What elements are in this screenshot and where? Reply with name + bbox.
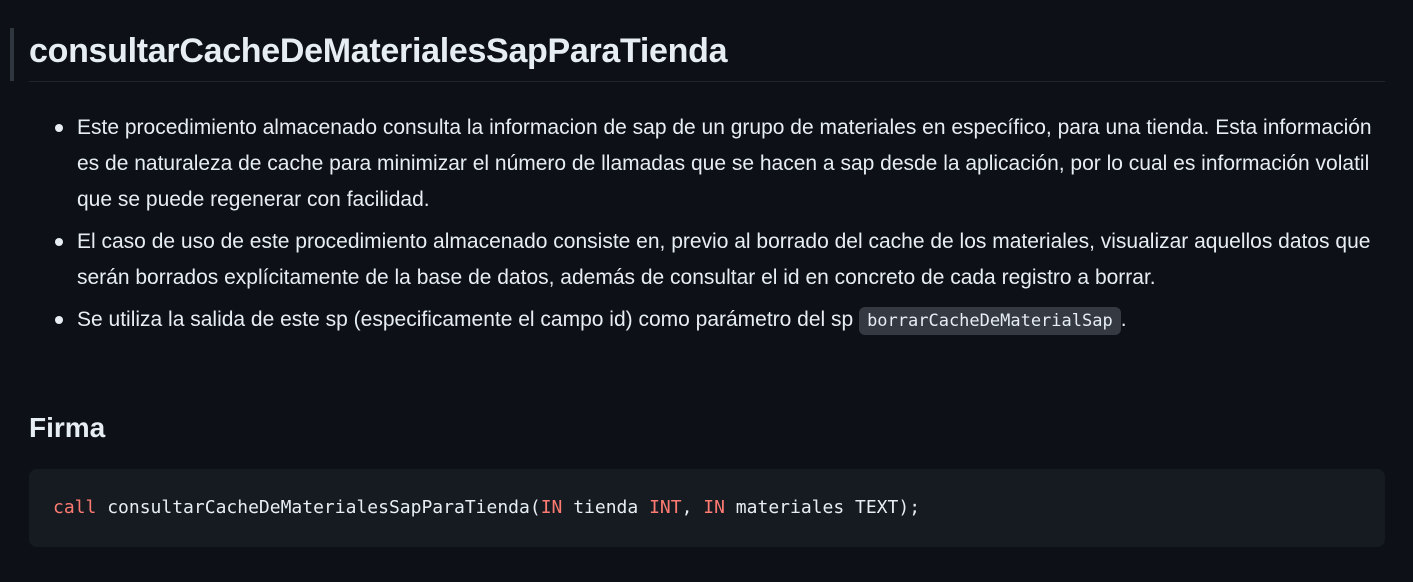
page-title-container (29, 26, 1385, 82)
code-block[interactable] (29, 469, 1385, 547)
page-title: consultarCacheDeMaterialesSapParaTienda (29, 32, 728, 70)
code-procedure: consultarCacheDeMaterialesSapParaTienda( (96, 497, 541, 518)
code-param: tienda (562, 497, 650, 518)
section-heading-firma: Firma (29, 412, 106, 443)
list-item (77, 224, 1385, 296)
inline-code-sp-name: borrarCacheDeMaterialSap (859, 307, 1121, 335)
blockquote-bar (10, 28, 14, 81)
code-param: materiales TEXT); (724, 497, 921, 518)
description-list (29, 110, 1385, 345)
code-keyword: IN (540, 497, 563, 518)
code-keyword: IN (703, 497, 725, 518)
list-item-text: Este procedimiento almacenado consulta la informacion de sap de un grupo de materiales en específico, para una tienda. Esta información es de naturaleza de cache para minimizar el número de llamadas que se hacen a sap desde la aplicación, por lo cual es información volatil que se puede regenerar con facilidad. (77, 116, 1372, 211)
list-item (77, 110, 1385, 218)
list-item-text: Se utiliza la salida de este sp (especificamente el campo id) como parámetro del sp (77, 308, 860, 331)
code-separator: , (681, 497, 704, 518)
code-keyword: call (53, 497, 97, 518)
code-type: INT (649, 497, 682, 518)
code-line (53, 469, 1361, 547)
list-item (77, 302, 1385, 339)
list-item-text-end: . (1120, 308, 1127, 331)
list-item-text: El caso de uso de este procedimiento almacenado consiste en, previo al borrado del cache de los materiales, visualizar aquellos datos que serán borrados explícitamente de la base de datos, además de consultar el id en concreto de cada registro a borrar. (77, 230, 1371, 289)
